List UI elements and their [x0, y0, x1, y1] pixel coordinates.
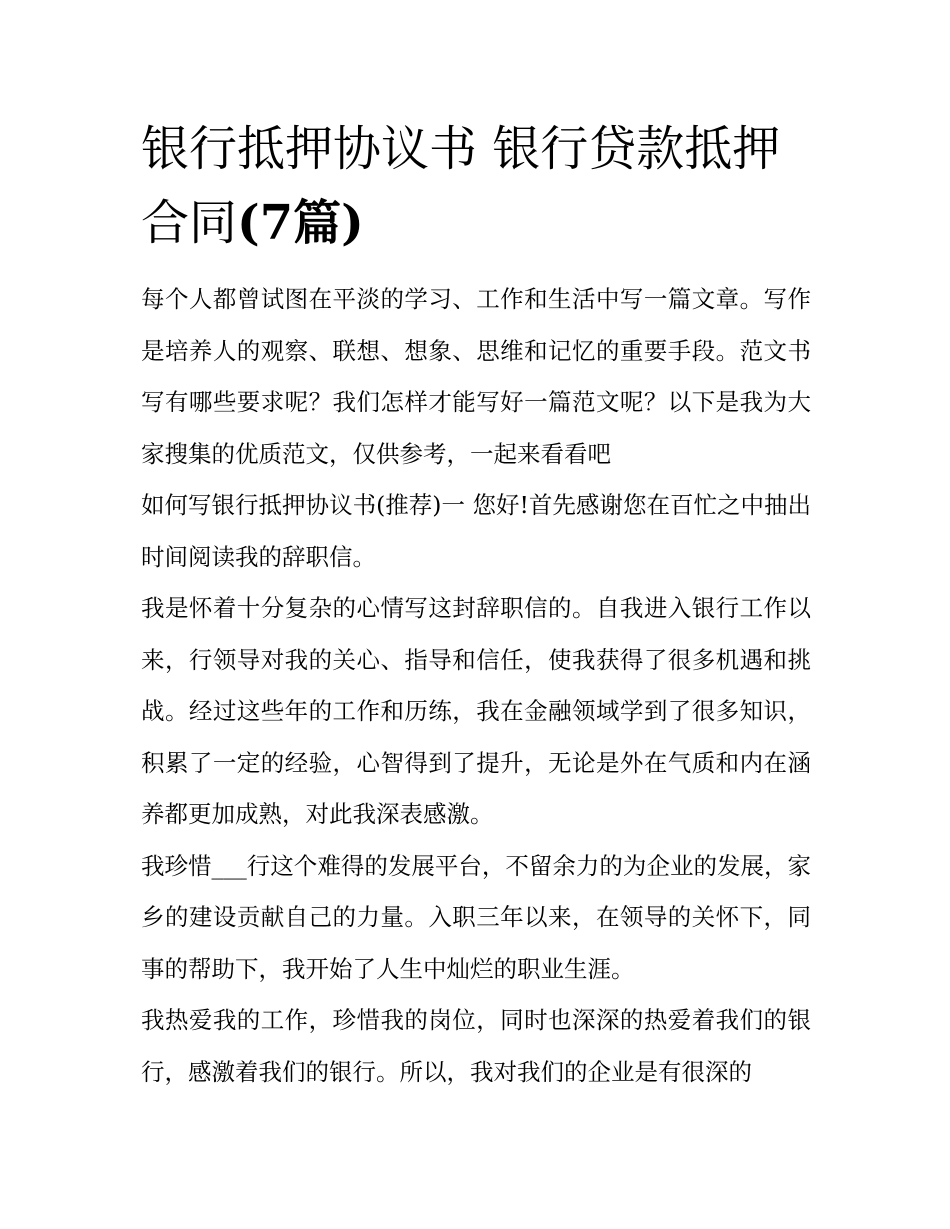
paragraph-intro: 每个人都曾试图在平淡的学习、工作和生活中写一篇文章。写作是培养人的观察、联想、想象、思维和记忆的重要手段。范文书写有哪些要求呢？我们怎样才能写好一篇范文呢？以下是我为大家搜集的优质范文，仅供参考，一起来看看吧 [141, 285, 811, 468]
paragraph-gratitude: 我是怀着十分复杂的心情写这封辞职信的。自我进入银行工作以来，行领导对我的关心、指导和信任，使我获得了很多机遇和挑战。经过这些年的工作和历练，我在金融领域学到了很多知识，积累了一定的经验，心智得到了提升，无论是外在气质和内在涵养都更加成熟，对此我深表感激。 [141, 594, 811, 828]
document-page [141, 112, 811, 1098]
paragraph-greeting: 如何写银行抵押协议书(推荐)一 您好!首先感谢您在百忙之中抽出时间阅读我的辞职信。 [141, 491, 811, 571]
document-body [141, 274, 811, 1098]
document-title: 银行抵押协议书 银行贷款抵押合同(7篇) [141, 121, 781, 251]
title-count: (7篇) [237, 195, 364, 251]
paragraph-love-work: 我热爱我的工作，珍惜我的岗位，同时也深深的热爱着我们的银行，感激着我们的银行。所以，我对我们的企业是有很深的 [141, 1006, 811, 1086]
paragraph-platform: 我珍惜___行这个难得的发展平台，不留余力的为企业的发展，家乡的建设贡献自己的力量。入职三年以来，在领导的关怀下，同事的帮助下，我开始了人生中灿烂的职业生涯。 [141, 851, 811, 983]
